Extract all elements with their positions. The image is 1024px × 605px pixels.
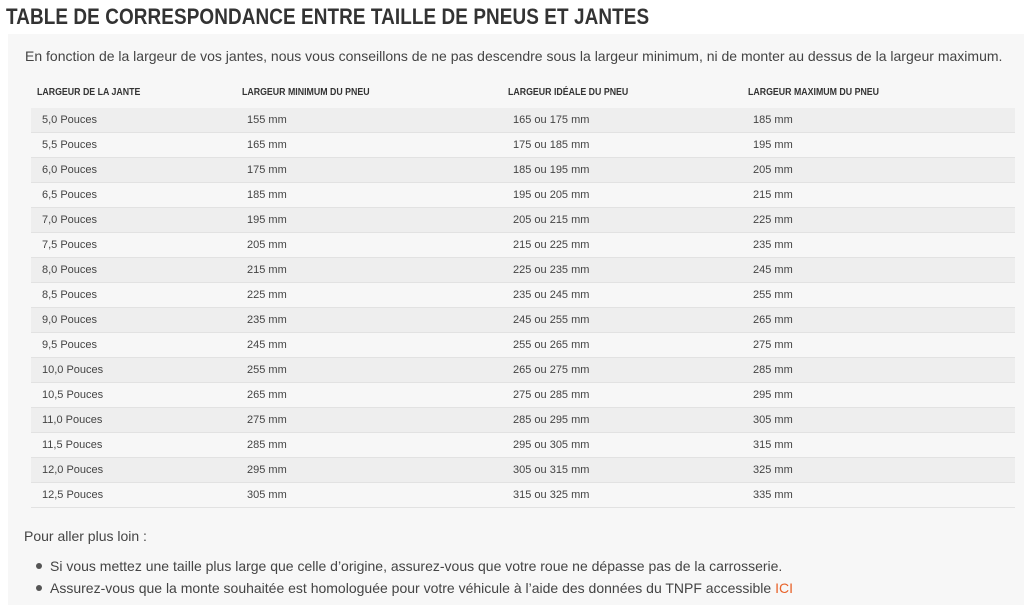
- cell-ideal-width: 175 ou 185 mm: [502, 133, 742, 158]
- cell-min-width: 195 mm: [236, 208, 502, 233]
- list-item: [34, 555, 793, 577]
- table-row: [31, 283, 1015, 308]
- tip-text: Si vous mettez une taille plus large que celle d’origine, assurez-vous que votre roue ne dépasse pas de la carrosserie.: [50, 558, 783, 574]
- cell-min-width: 275 mm: [236, 408, 502, 433]
- table-row: [31, 308, 1015, 333]
- cell-rim-width: 5,5 Pouces: [31, 133, 236, 158]
- cell-rim-width: 10,5 Pouces: [31, 383, 236, 408]
- cell-max-width: 235 mm: [742, 233, 1015, 258]
- table-row: [31, 433, 1015, 458]
- cell-ideal-width: 235 ou 245 mm: [502, 283, 742, 308]
- cell-min-width: 265 mm: [236, 383, 502, 408]
- cell-rim-width: 5,0 Pouces: [31, 108, 236, 133]
- cell-rim-width: 7,0 Pouces: [31, 208, 236, 233]
- cell-min-width: 295 mm: [236, 458, 502, 483]
- cell-min-width: 185 mm: [236, 183, 502, 208]
- cell-min-width: 255 mm: [236, 358, 502, 383]
- table-row: [31, 133, 1015, 158]
- cell-ideal-width: 195 ou 205 mm: [502, 183, 742, 208]
- table-row: [31, 408, 1015, 433]
- tnpf-link[interactable]: ICI: [775, 580, 793, 596]
- cell-rim-width: 12,5 Pouces: [31, 483, 236, 508]
- tip-text: Assurez-vous que la monte souhaitée est homologuée pour votre véhicule à l’aide des données du TNPF accessible: [50, 580, 776, 596]
- cell-ideal-width: 255 ou 265 mm: [502, 333, 742, 358]
- cell-rim-width: 9,0 Pouces: [31, 308, 236, 333]
- cell-min-width: 215 mm: [236, 258, 502, 283]
- cell-ideal-width: 295 ou 305 mm: [502, 433, 742, 458]
- cell-min-width: 205 mm: [236, 233, 502, 258]
- cell-max-width: 265 mm: [742, 308, 1015, 333]
- bullet-icon: [36, 563, 42, 569]
- content-panel: [8, 34, 1024, 605]
- cell-max-width: 325 mm: [742, 458, 1015, 483]
- cell-min-width: 305 mm: [236, 483, 502, 508]
- cell-ideal-width: 305 ou 315 mm: [502, 458, 742, 483]
- cell-min-width: 175 mm: [236, 158, 502, 183]
- cell-max-width: 275 mm: [742, 333, 1015, 358]
- header-max-tire-width: LARGEUR MAXIMUM DU PNEU: [748, 87, 880, 98]
- cell-max-width: 205 mm: [742, 158, 1015, 183]
- cell-rim-width: 9,5 Pouces: [31, 333, 236, 358]
- cell-max-width: 315 mm: [742, 433, 1015, 458]
- cell-max-width: 295 mm: [742, 383, 1015, 408]
- cell-ideal-width: 215 ou 225 mm: [502, 233, 742, 258]
- cell-min-width: 225 mm: [236, 283, 502, 308]
- cell-min-width: 155 mm: [236, 108, 502, 133]
- cell-max-width: 185 mm: [742, 108, 1015, 133]
- cell-rim-width: 6,5 Pouces: [31, 183, 236, 208]
- cell-ideal-width: 265 ou 275 mm: [502, 358, 742, 383]
- cell-rim-width: 8,0 Pouces: [31, 258, 236, 283]
- table-row: [31, 333, 1015, 358]
- cell-rim-width: 12,0 Pouces: [31, 458, 236, 483]
- table-row: [31, 183, 1015, 208]
- table-row: [31, 258, 1015, 283]
- cell-rim-width: 11,0 Pouces: [31, 408, 236, 433]
- header-min-tire-width: LARGEUR MINIMUM DU PNEU: [242, 87, 370, 98]
- cell-ideal-width: 275 ou 285 mm: [502, 383, 742, 408]
- cell-max-width: 215 mm: [742, 183, 1015, 208]
- table-row: [31, 233, 1015, 258]
- table-row: [31, 208, 1015, 233]
- table-row: [31, 108, 1015, 133]
- cell-min-width: 285 mm: [236, 433, 502, 458]
- cell-max-width: 255 mm: [742, 283, 1015, 308]
- cell-ideal-width: 285 ou 295 mm: [502, 408, 742, 433]
- cell-max-width: 225 mm: [742, 208, 1015, 233]
- further-info-title: Pour aller plus loin :: [24, 528, 147, 544]
- bullet-icon: [36, 585, 42, 591]
- table-row: [31, 458, 1015, 483]
- table-header-row: [31, 87, 1015, 108]
- tire-rim-table: [31, 87, 1015, 508]
- cell-rim-width: 7,5 Pouces: [31, 233, 236, 258]
- cell-max-width: 195 mm: [742, 133, 1015, 158]
- tips-list: [34, 555, 793, 599]
- cell-ideal-width: 315 ou 325 mm: [502, 483, 742, 508]
- cell-rim-width: 10,0 Pouces: [31, 358, 236, 383]
- cell-max-width: 305 mm: [742, 408, 1015, 433]
- cell-rim-width: 8,5 Pouces: [31, 283, 236, 308]
- table-row: [31, 483, 1015, 508]
- cell-ideal-width: 205 ou 215 mm: [502, 208, 742, 233]
- header-ideal-tire-width: LARGEUR IDÉALE DU PNEU: [508, 87, 629, 98]
- cell-max-width: 245 mm: [742, 258, 1015, 283]
- page-title: TABLE DE CORRESPONDANCE ENTRE TAILLE DE PNEUS ET JANTES: [6, 4, 650, 29]
- cell-ideal-width: 165 ou 175 mm: [502, 108, 742, 133]
- cell-max-width: 285 mm: [742, 358, 1015, 383]
- list-item: [34, 577, 793, 599]
- cell-ideal-width: 245 ou 255 mm: [502, 308, 742, 333]
- header-rim-width: LARGEUR DE LA JANTE: [37, 87, 141, 98]
- cell-max-width: 335 mm: [742, 483, 1015, 508]
- intro-text: En fonction de la largeur de vos jantes, nous vous conseillons de ne pas descendre sous la largeur minimum, ni de monter au dessus de la largeur maximum.: [25, 48, 1003, 64]
- table-row: [31, 358, 1015, 383]
- cell-ideal-width: 185 ou 195 mm: [502, 158, 742, 183]
- cell-min-width: 245 mm: [236, 333, 502, 358]
- cell-min-width: 165 mm: [236, 133, 502, 158]
- cell-rim-width: 11,5 Pouces: [31, 433, 236, 458]
- cell-rim-width: 6,0 Pouces: [31, 158, 236, 183]
- table-row: [31, 158, 1015, 183]
- cell-min-width: 235 mm: [236, 308, 502, 333]
- cell-ideal-width: 225 ou 235 mm: [502, 258, 742, 283]
- table-row: [31, 383, 1015, 408]
